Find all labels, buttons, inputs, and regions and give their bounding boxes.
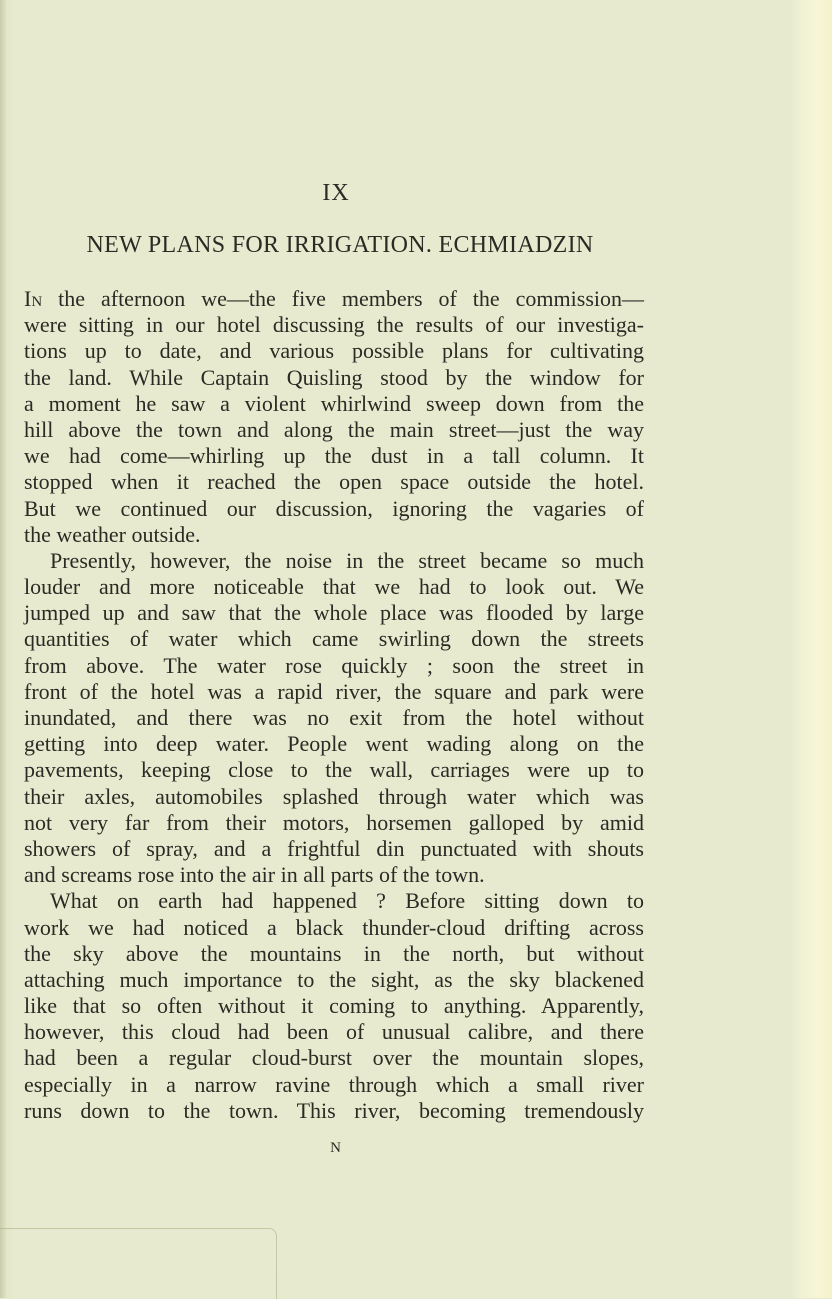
text-line: the sky above the mountains in the north, but without — [24, 940, 644, 966]
text-line: Presently, however, the noise in the street became so much — [50, 547, 644, 573]
text-line: quantities of water which came swirling down the streets — [24, 626, 644, 652]
text-line: jumped up and saw that the whole place was flooded by large — [24, 600, 644, 626]
text-line: like that so often without it coming to anything. Apparently, — [24, 993, 644, 1019]
signature-mark: N — [330, 1140, 342, 1156]
text-line: the land. While Captain Quisling stood by the window for — [24, 364, 644, 390]
text-line: had been a regular cloud-burst over the mountain slopes, — [24, 1045, 644, 1071]
text-line: showers of spray, and a frightful din punctuated with shouts — [24, 835, 644, 861]
text-line: inundated, and there was no exit from the hotel without — [24, 705, 644, 730]
text-line: stopped when it reached the open space outside the hotel. — [24, 469, 644, 495]
chapter-title: NEW PLANS FOR IRRIGATION. ECHMIADZIN — [86, 232, 594, 258]
text-line: getting into deep water. People went wading along on the — [24, 731, 644, 757]
text-line: louder and more noticeable that we had to look out. We — [24, 574, 644, 600]
body-text — [24, 286, 644, 1124]
text-line: work we had noticed a black thunder-cloud drifting across — [24, 914, 644, 940]
text-line: runs down to the town. This river, becoming tremendously — [24, 1097, 644, 1123]
text-line: a moment he saw a violent whirlwind sweep down from the — [24, 390, 644, 416]
text-line: tions up to date, and various possible plans for cultivating — [24, 338, 644, 364]
text-line: What on earth had happened ? Before sitting down to — [50, 888, 644, 914]
text-line: front of the hotel was a rapid river, the square and park were — [24, 678, 644, 704]
text-line: hill above the town and along the main street—just the way — [24, 416, 644, 442]
page-edge — [798, 0, 832, 1298]
text-line: we had come—whirling up the dust in a tall column. It — [24, 443, 644, 469]
text-line: pavements, keeping close to the wall, carriages were up to — [24, 757, 644, 783]
text-line: But we continued our discussion, ignoring the vagaries of — [24, 495, 644, 521]
text-line: In the afternoon we—the five members of the commission— — [24, 286, 644, 311]
text-line: were sitting in our hotel discussing the results of our investiga- — [24, 312, 644, 338]
page-corner-crease — [0, 1228, 277, 1299]
text-line: attaching much importance to the sight, as the sky blackened — [24, 966, 644, 992]
text-line: the weather outside. — [24, 521, 201, 547]
text-line: and screams rose into the air in all parts of the town. — [24, 862, 485, 888]
drop-word: In — [24, 286, 43, 311]
text-line: especially in a narrow ravine through which a small river — [24, 1071, 644, 1097]
text-line: however, this cloud had been of unusual calibre, and there — [24, 1019, 644, 1045]
chapter-number: IX — [322, 180, 350, 206]
text-line: not very far from their motors, horsemen galloped by amid — [24, 809, 644, 835]
text-line: their axles, automobiles splashed through water which was — [24, 783, 644, 809]
text-line: from above. The water rose quickly ; soon the street in — [24, 652, 644, 678]
